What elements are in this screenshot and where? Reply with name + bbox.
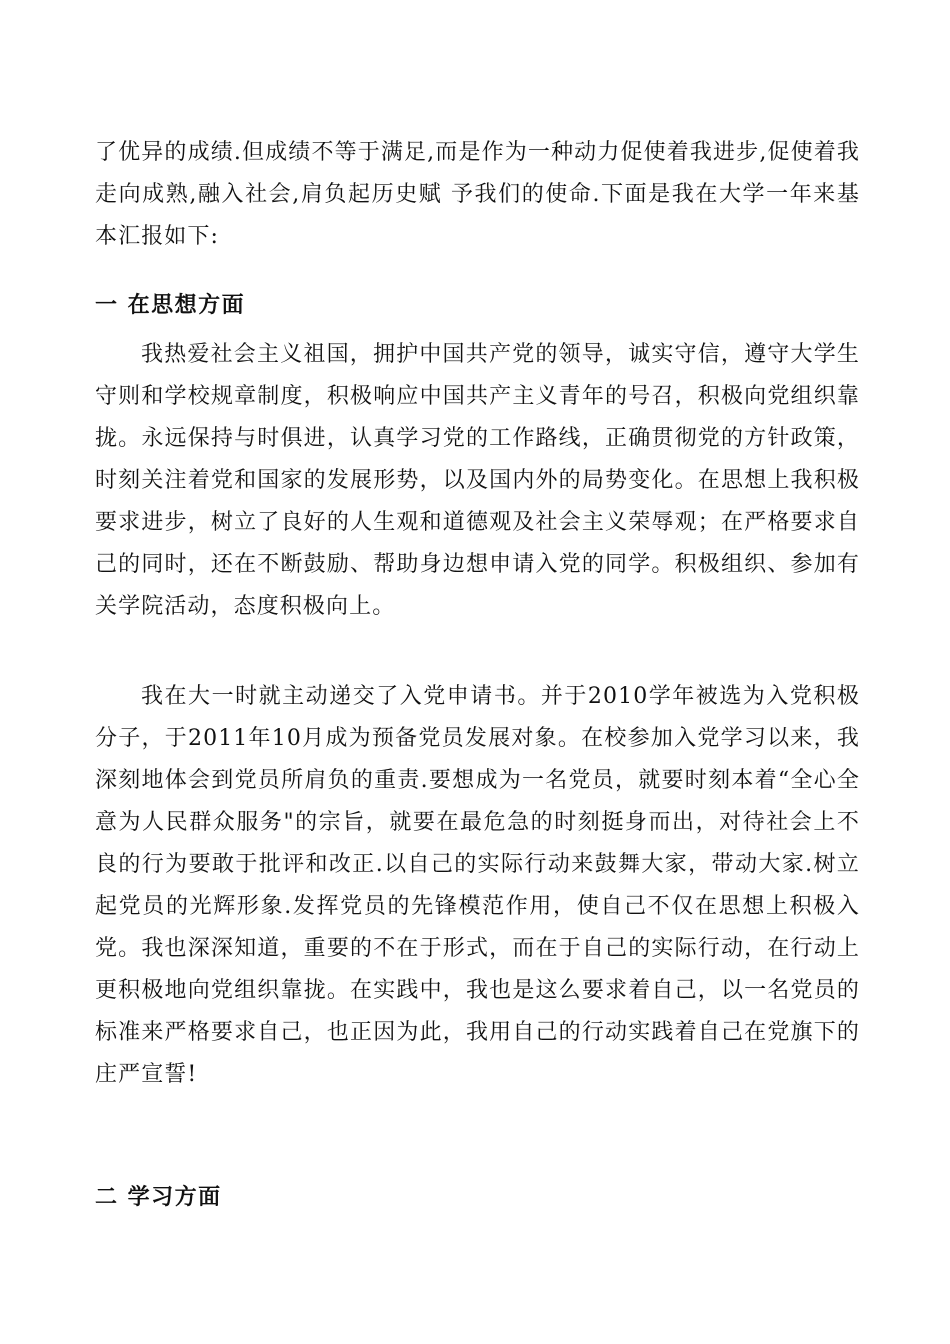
section-heading-study: 二 学习方面 [95, 1184, 222, 1210]
thought-paragraph-2: 我在大一时就主动递交了入党申请书。并于2010学年被选为入党积极分子，于2011年10月成为预备党员发展对象。在校参加入党学习以来，我深刻地体会到党员所肩负的重责.要想成为一名党员，就要时刻本着“全心全意为人民群众服务"的宗旨，就要在最危急的时刻挺身而出，对待社会上不良的行为要敢于批评和改正.以自己的实际行动来鼓舞大家，带动大家.树立起党员的光辉形象.发挥党员的先锋模范作用，使自己不仅在思想上积极入党。我也深深知道，重要的不在于形式，而在于自己的实际行动，在行动上更积极地向党组织靠拢。在实践中，我也是这么要求着自己，以一名党员的标准来严格要求自己，也正因为此，我用自己的行动实践着自己在党旗下的庄严宣誓! [95, 684, 860, 1087]
intro-paragraph: 了优异的成绩.但成绩不等于满足,而是作为一种动力促使着我进步,促使着我走向成熟,融入社会,肩负起历史赋 予我们的使命.下面是我在大学一年来基本汇报如下: [95, 140, 860, 249]
thought-paragraph-1: 我热爱社会主义祖国，拥护中国共产党的领导，诚实守信，遵守大学生守则和学校规章制度，积极响应中国共产主义青年的号召，积极向党组织靠拢。永远保持与时俱进，认真学习党的工作路线，正确贯彻党的方针政策，时刻关注着党和国家的发展形势，以及国内外的局势变化。在思想上我积极要求进步，树立了良好的人生观和道德观及社会主义荣辱观；在严格要求自己的同时，还在不断鼓励、帮助身边想申请入党的同学。积极组织、参加有关学院活动，态度积极向上。 [95, 342, 860, 619]
section-heading-thought: 一 在思想方面 [95, 292, 246, 318]
